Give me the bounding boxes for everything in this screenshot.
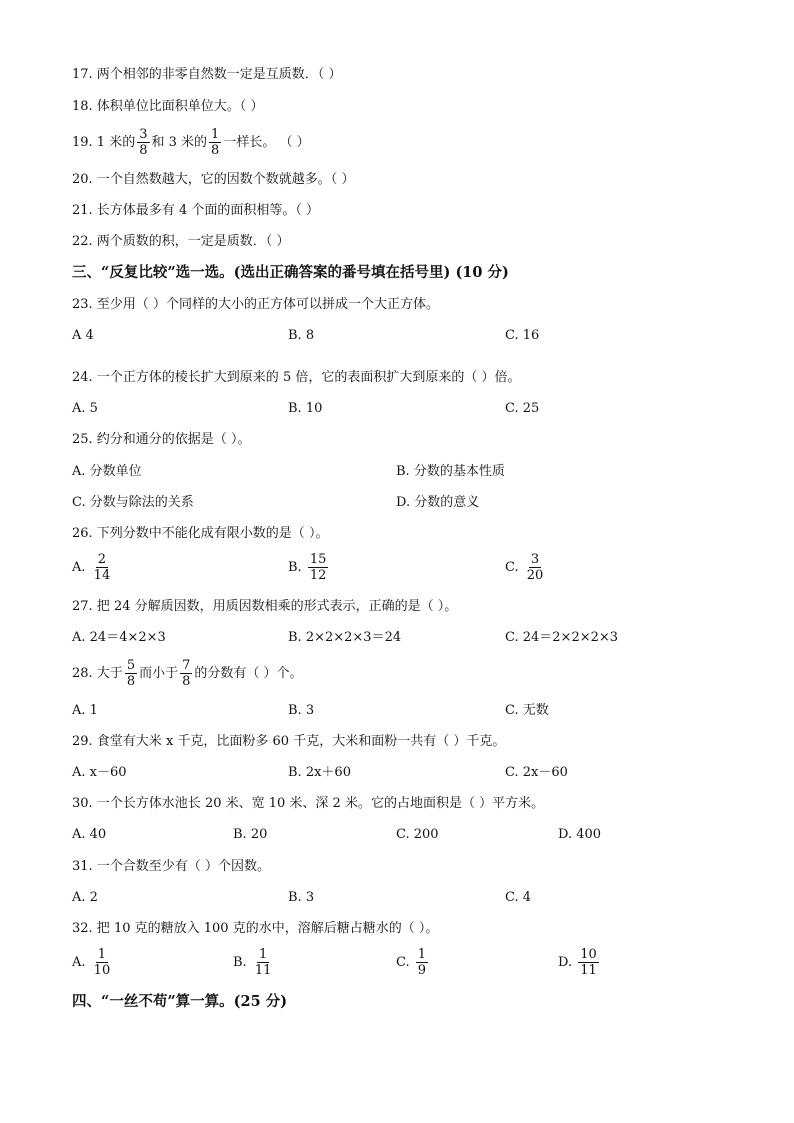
fraction: $\frac{5}{8}$ — [126, 658, 136, 689]
fraction: $\frac{1}{9}$ — [417, 947, 427, 978]
fraction: $\frac{1}{11}$ — [254, 947, 272, 978]
q27-option-a: A. 24＝4×2×3 — [72, 630, 166, 645]
q30-option-a: A. 40 — [72, 827, 107, 842]
fraction: $\frac{10}{11}$ — [580, 947, 597, 978]
q26-option-a: A. $\frac{2}{14}$ — [72, 552, 111, 583]
q27-option-b: B. 2×2×2×3＝24 — [288, 630, 402, 645]
q31-option-c: C. 4 — [505, 890, 532, 905]
fraction: $\frac{2}{14}$ — [93, 552, 111, 583]
q32-option-d: D. $\frac{10}{11}$ — [558, 947, 597, 978]
q25-option-c: C. 分数与除法的关系 — [72, 495, 194, 510]
q25-option-d: D. 分数的意义 — [396, 495, 480, 510]
fraction: $\frac{1}{10}$ — [93, 947, 111, 978]
q23-option-b: B. 8 — [288, 328, 315, 343]
q28-option-b: B. 3 — [288, 703, 315, 718]
question-24: 24. 一个正方体的棱长扩大到原来的 5 倍，它的表面积扩大到原来的（ ）倍。 — [72, 370, 521, 385]
section-4-heading: 四、“一丝不苟”算一算。(25 分) — [72, 993, 288, 1010]
fraction: $\frac{7}{8}$ — [182, 658, 191, 689]
q23-option-a: A 4 — [72, 328, 94, 343]
question-30: 30. 一个长方体水池长 20 米、宽 10 米、深 2 米。它的占地面积是（ ）平方米。 — [72, 796, 545, 811]
question-28: 28. 大于 $\frac{5}{8}$ 而小于 $\frac{7}{8}$ 的分数有（ ）个。 — [72, 658, 303, 689]
q29-option-a: A. x－60 — [72, 765, 127, 780]
q24-option-c: C. 25 — [505, 401, 540, 416]
q32-option-c: C. $\frac{1}{9}$ — [396, 947, 427, 978]
q24-option-b: B. 10 — [288, 401, 323, 416]
question-17: 17. 两个相邻的非零自然数一定是互质数．（ ） — [72, 67, 342, 82]
q24-option-a: A. 5 — [72, 401, 98, 416]
q32-option-a: A. $\frac{1}{10}$ — [72, 947, 111, 978]
question-22: 22. 两个质数的积，一定是质数．（ ） — [72, 234, 290, 249]
q27-option-c: C. 24＝2×2×2×3 — [505, 630, 619, 645]
question-18: 18. 体积单位比面积单位大。（ ） — [72, 99, 264, 114]
question-31: 31. 一个合数至少有（ ）个因数。 — [72, 859, 270, 874]
fraction: $\frac{3}{8}$ — [139, 127, 148, 158]
question-32: 32. 把 10 克的糖放入 100 克的水中，溶解后糖占糖水的（ ）。 — [72, 921, 439, 936]
q30-option-c: C. 200 — [396, 827, 439, 842]
q29-option-b: B. 2x＋60 — [288, 765, 351, 780]
section-3-heading: 三、“反复比较”选一选。(选出正确答案的番号填在括号里) (10 分) — [72, 264, 509, 281]
q30-option-d: D. 400 — [558, 827, 602, 842]
q25-option-b: B. 分数的基本性质 — [396, 464, 505, 479]
fraction: $\frac{1}{8}$ — [211, 127, 220, 158]
question-27: 27. 把 24 分解质因数，用质因数相乘的形式表示，正确的是（ ）。 — [72, 599, 458, 614]
q31-option-a: A. 2 — [72, 890, 98, 905]
q25-option-a: A. 分数单位 — [72, 464, 142, 479]
q23-option-c: C. 16 — [505, 328, 540, 343]
question-25: 25. 约分和通分的依据是（ ）。 — [72, 432, 251, 447]
question-23: 23. 至少用（ ）个同样的大小的正方体可以拼成一个大正方体。 — [72, 297, 439, 312]
fraction: $\frac{3}{20}$ — [526, 552, 544, 583]
q28-option-a: A. 1 — [72, 703, 98, 718]
question-29: 29. 食堂有大米 x 千克，比面粉多 60 千克，大米和面粉一共有（ ）千克。 — [72, 734, 506, 749]
question-20: 20. 一个自然数越大，它的因数个数就越多。（ ） — [72, 172, 355, 187]
q32-option-b: B. $\frac{1}{11}$ — [233, 947, 272, 978]
q28-option-c: C. 无数 — [505, 703, 549, 718]
q26-option-b: B. $\frac{15}{12}$ — [288, 552, 327, 583]
question-26: 26. 下列分数中不能化成有限小数的是（ ）。 — [72, 526, 329, 541]
q29-option-c: C. 2x－60 — [505, 765, 568, 780]
q26-option-c: C. $\frac{3}{20}$ — [505, 552, 544, 583]
fraction: $\frac{15}{12}$ — [309, 552, 327, 583]
question-19: 19. 1 米的 $\frac{3}{8}$ 和 3 米的 $\frac{1}{8}$ 一样长。 （ ） — [72, 127, 310, 158]
question-21: 21. 长方体最多有 4 个面的面积相等。（ ） — [72, 203, 319, 218]
q31-option-b: B. 3 — [288, 890, 315, 905]
q30-option-b: B. 20 — [233, 827, 268, 842]
